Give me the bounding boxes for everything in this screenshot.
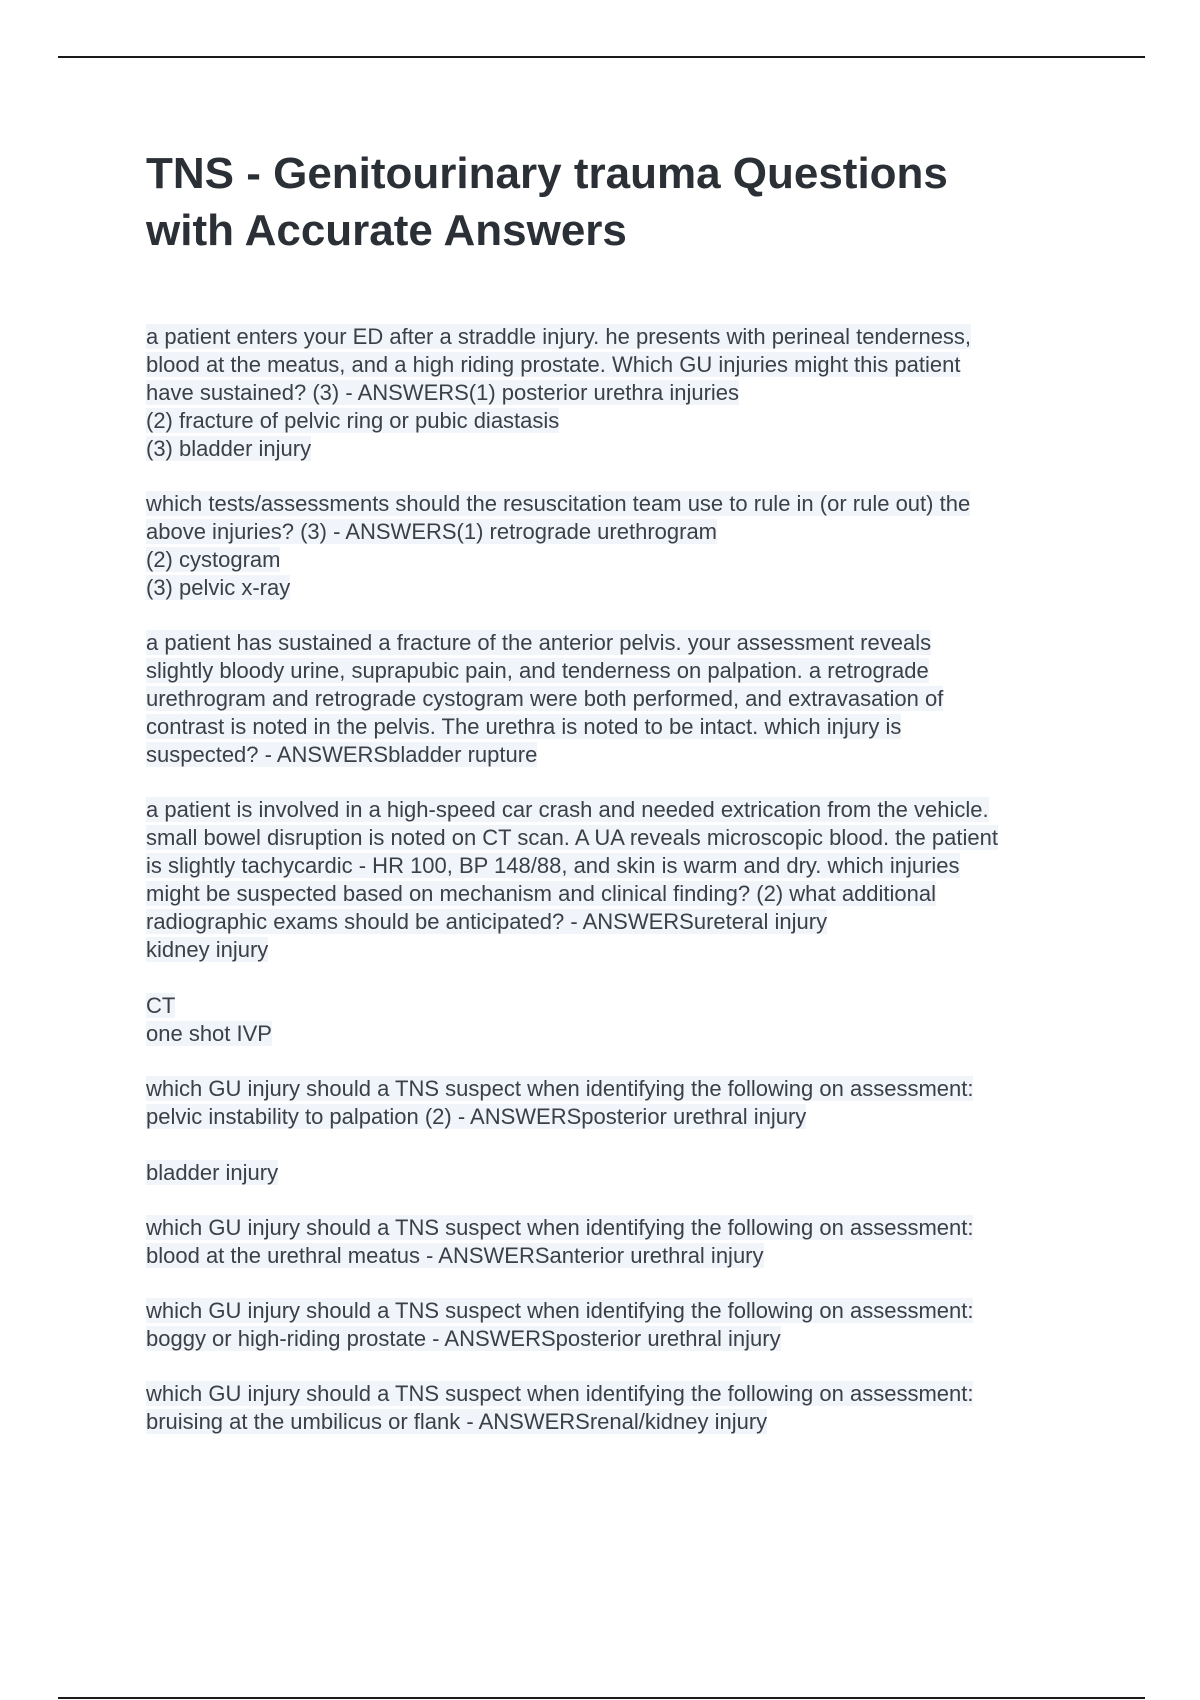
qa-text: (3) pelvic x-ray <box>146 575 291 600</box>
qa-line <box>146 657 1096 685</box>
qa-line <box>146 713 1096 741</box>
qa-line <box>146 1103 1096 1131</box>
qa-text: which GU injury should a TNS suspect when identifying the following on assessment: <box>146 1076 974 1101</box>
top-rule <box>58 56 1145 58</box>
qa-text: a patient has sustained a fracture of the anterior pelvis. your assessment reveals <box>146 630 932 655</box>
qa-text: urethrogram and retrograde cystogram were both performed, and extravasation of <box>146 686 944 711</box>
qa-text: might be suspected based on mechanism and clinical finding? (2) what additional <box>146 881 937 906</box>
qa-text: kidney injury <box>146 937 269 962</box>
qa-text: is slightly tachycardic - HR 100, BP 148/88, and skin is warm and dry. which injuries <box>146 853 960 878</box>
qa-text: which GU injury should a TNS suspect when identifying the following on assessment: <box>146 1381 974 1406</box>
qa-line <box>146 824 1096 852</box>
qa-line <box>146 379 1096 407</box>
qa-line <box>146 407 1096 435</box>
blank-line <box>146 1131 1096 1159</box>
title-line: with Accurate Answers <box>146 206 627 255</box>
qa-text: (3) bladder injury <box>146 436 312 461</box>
blank-line <box>146 964 1096 992</box>
qa-list <box>146 323 1096 1436</box>
qa-line <box>146 880 1096 908</box>
document-body <box>146 145 1096 1463</box>
qa-text: pelvic instability to palpation (2) - ANSWERSposterior urethral injury <box>146 1104 807 1129</box>
qa-line <box>146 908 1096 936</box>
qa-line <box>146 1325 1096 1353</box>
qa-text: CT <box>146 993 176 1018</box>
qa-text: radiographic exams should be anticipated? - ANSWERSureteral injury <box>146 909 828 934</box>
qa-line <box>146 435 1096 463</box>
qa-text: small bowel disruption is noted on CT scan. A UA reveals microscopic blood. the patient <box>146 825 998 850</box>
qa-line <box>146 351 1096 379</box>
qa-text: which GU injury should a TNS suspect when identifying the following on assessment: <box>146 1215 974 1240</box>
qa-line <box>146 1159 1096 1187</box>
qa-text: contrast is noted in the pelvis. The urethra is noted to be intact. which injury is <box>146 714 902 739</box>
qa-item <box>146 490 1096 602</box>
qa-text: which GU injury should a TNS suspect when identifying the following on assessment: <box>146 1298 974 1323</box>
qa-text: blood at the meatus, and a high riding prostate. Which GU injuries might this patient <box>146 352 961 377</box>
document-title <box>146 145 1096 259</box>
qa-line <box>146 1075 1096 1103</box>
qa-text: which tests/assessments should the resuscitation team use to rule in (or rule out) the <box>146 491 971 516</box>
qa-line <box>146 685 1096 713</box>
title-line: TNS - Genitourinary trauma Questions <box>146 149 948 198</box>
qa-line <box>146 323 1096 351</box>
qa-line <box>146 1020 1096 1048</box>
qa-text: slightly bloody urine, suprapubic pain, and tenderness on palpation. a retrograde <box>146 658 929 683</box>
qa-text: suspected? - ANSWERSbladder rupture <box>146 742 538 767</box>
qa-line <box>146 546 1096 574</box>
qa-text: above injuries? (3) - ANSWERS(1) retrograde urethrogram <box>146 519 718 544</box>
qa-line <box>146 1408 1096 1436</box>
qa-line <box>146 1380 1096 1408</box>
qa-line <box>146 936 1096 964</box>
qa-text: a patient is involved in a high-speed car crash and needed extrication from the vehicle. <box>146 797 989 822</box>
qa-line <box>146 741 1096 769</box>
qa-line <box>146 796 1096 824</box>
qa-line <box>146 490 1096 518</box>
qa-text: boggy or high-riding prostate - ANSWERSposterior urethral injury <box>146 1326 781 1351</box>
qa-text: blood at the urethral meatus - ANSWERSanterior urethral injury <box>146 1243 764 1268</box>
qa-text: have sustained? (3) - ANSWERS(1) posterior urethra injuries <box>146 380 740 405</box>
qa-text: bladder injury <box>146 1160 279 1185</box>
qa-item <box>146 796 1096 1048</box>
qa-item <box>146 629 1096 769</box>
qa-item <box>146 1380 1096 1436</box>
qa-line <box>146 1242 1096 1270</box>
qa-text: (2) cystogram <box>146 547 281 572</box>
qa-text: (2) fracture of pelvic ring or pubic diastasis <box>146 408 560 433</box>
qa-line <box>146 1297 1096 1325</box>
qa-line <box>146 852 1096 880</box>
qa-line <box>146 629 1096 657</box>
qa-line <box>146 518 1096 546</box>
qa-item <box>146 1075 1096 1187</box>
qa-text: a patient enters your ED after a straddle injury. he presents with perineal tenderness, <box>146 324 972 349</box>
qa-text: one shot IVP <box>146 1021 272 1046</box>
qa-line <box>146 574 1096 602</box>
qa-item <box>146 323 1096 463</box>
qa-line <box>146 1214 1096 1242</box>
qa-item <box>146 1297 1096 1353</box>
qa-line <box>146 992 1096 1020</box>
bottom-rule <box>58 1697 1145 1699</box>
qa-item <box>146 1214 1096 1270</box>
qa-text: bruising at the umbilicus or flank - ANSWERSrenal/kidney injury <box>146 1409 768 1434</box>
